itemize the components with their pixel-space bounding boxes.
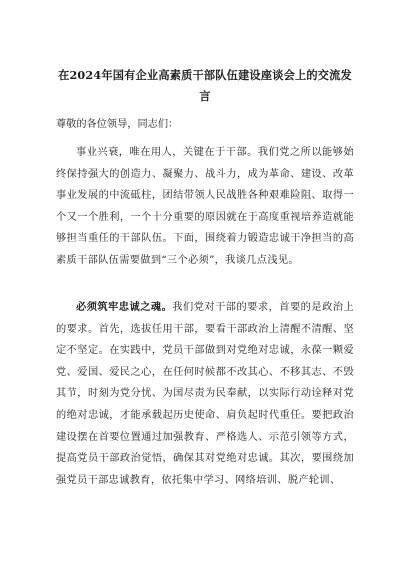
paragraph-text: 我们党对干部的要求，首要的是政治上的要求。首先，选拔任用干部，要看干部政治上清醒不清醒、坚定不坚定。在实践中，党员干部做到对党绝对忠诚，永葆一颗爱党、爱国、爱民之心，在任何时候都不改其心、不移其志、不毁其节，时刻为党分忧、为国尽责为民奉献，以实际行动诠释对党的绝对忠诚，才能承载起历史使命、肩负起时代重任。要把政治建设摆在首要位置通过加强教育、严格选人、示范引领等方式，提高党员干部政治觉悟，确保其对党绝对忠诚。其次，要围绕加强党员干部忠诚教育，依托集中学习、网络培训、脱产轮训、 (56, 302, 355, 486)
paragraph-lead: 必须筑牢忠诚之魂。 (76, 301, 173, 313)
greeting-line: 尊敬的各位领导，同志们： (56, 119, 179, 130)
paragraph-loyalty (56, 297, 354, 491)
paragraph-text: 事业兴衰，唯在用人，关键在于干部。我们党之所以能够始终保持强大的创造力、凝聚力、战斗力，成为革命、建设、改革事业发展的中流砥柱，团结带领人民战胜各种艰难险阻、取得一个又一个胜利，一个十分重要的原因就在于高度重视培养造就能够担当重任的干部队伍。下面，围绕着力锻造忠诚干净担当的高素质干部队伍需要做到“三个必须”，我谈几点浅见。 (56, 147, 354, 266)
document-title: 在2024年国有企业高素质干部队伍建设座谈会上的交流发言 (58, 68, 352, 103)
paragraph-intro (56, 142, 354, 272)
